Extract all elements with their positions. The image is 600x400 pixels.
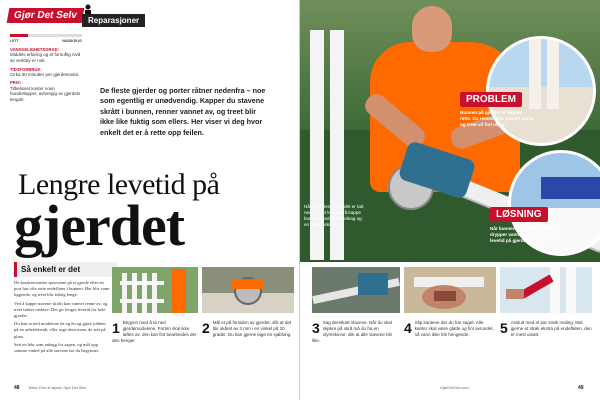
step-4-photo bbox=[404, 267, 496, 313]
problem-caption: Bunnen på gjerdet er kappet rette. Da renner ikke vannet unna, og treet vil fort råtne. bbox=[460, 110, 534, 127]
title-line-1: Lengre levetid på bbox=[18, 168, 220, 201]
step-1-desc: Begynn med å ta ned gjerdemodulene. Porten skal ikke løftes av, den kan fint bearbeides der den henger. bbox=[112, 320, 197, 343]
step-2-text bbox=[202, 320, 294, 338]
solution-label: LØSNING bbox=[490, 207, 548, 222]
body-paragraph: Ved å kappe stavene skrått kan vannet renne av, og treet tørker raskere. Det gir lengre levetid for hele gjerdet. bbox=[14, 300, 108, 318]
info-box bbox=[10, 44, 82, 126]
step-2-number: 2 bbox=[202, 320, 210, 336]
step-3 bbox=[312, 267, 400, 387]
step-4-number: 4 bbox=[404, 320, 412, 336]
photo-caption: Når modulene i gjerdet er tatt ned, er det lett å skrå kappe bunnen med en sirkelsag og en føringsskinne. bbox=[304, 204, 364, 227]
brand-logo: Gjør Det Selv bbox=[7, 8, 84, 23]
step-3-number: 3 bbox=[312, 320, 320, 336]
title-line-2: gjerdet bbox=[14, 193, 185, 258]
step-5-number: 5 bbox=[500, 320, 508, 336]
step-2 bbox=[202, 267, 294, 387]
footer-credit-right: GjørDetSelv.com bbox=[440, 386, 469, 390]
time-heading: TIDSFORBRUK: bbox=[10, 66, 42, 72]
body-text bbox=[14, 280, 110, 356]
step-1-photo bbox=[112, 267, 198, 313]
step-1-number: 1 bbox=[112, 320, 120, 336]
intro-text: De fleste gjerder og porter råtner nedenfra – noe som egentlig er unødvendig. Kapper du stavene skrått i bunnen, renner vannet av, og treet blir ikke like fuktig som ellers. Her viser vi deg hvor enkelt det er å rette opp feilen. bbox=[100, 86, 266, 137]
problem-label: PROBLEM bbox=[460, 92, 522, 107]
body-paragraph: Sett en lekt som anlegg for sagen, og mål opp samme vinkel på alle stavene før du begynner. bbox=[14, 341, 100, 353]
step-5-photo bbox=[500, 267, 592, 313]
problem-inset-photo bbox=[486, 36, 596, 146]
step-5-desc: Avslutt med et par strøk maling. Mal gjerne et strøk ekstra på endeflaten, den er mest utsatt. bbox=[510, 320, 592, 337]
difficulty-scale bbox=[10, 34, 82, 37]
step-1-text bbox=[112, 320, 198, 343]
section-tag: Reparasjoner bbox=[82, 14, 145, 27]
footer-credit-left: Tekst: Foto & layout: Gjør Det Selv bbox=[28, 386, 87, 390]
scale-right-label: VANSKELIG bbox=[61, 39, 82, 43]
body-paragraph: De karakteristiske sprossene på et gjerde eller en port har ofte rette endeflater i bunnen. Her blir vann liggende, og treet blir fuktig lenge. bbox=[14, 280, 110, 298]
price-text: Tilbehøret koster noen hundrelapper, avhengig av gjerdets lengde. bbox=[10, 85, 81, 102]
price-heading: PRIS: bbox=[10, 80, 22, 86]
blue-board bbox=[541, 177, 600, 199]
right-page bbox=[300, 0, 600, 400]
page-number-right: 49 bbox=[578, 385, 584, 391]
step-3-text bbox=[312, 320, 400, 343]
step-2-desc: Mål et på forsiden av gjerdet, slik at det blir skåret av 3 mm i en vinkel på 20 grader. Du kan gjerne lage en sjablong. bbox=[212, 320, 292, 337]
step-4 bbox=[404, 267, 496, 387]
page-number-left: 48 bbox=[14, 385, 20, 391]
step-2-photo bbox=[202, 267, 294, 313]
step-4-text bbox=[404, 320, 496, 338]
time-text: Cirka 30 minutter per gjerdemodul. bbox=[10, 71, 80, 77]
solution-caption: Når bunnen er skåret på skrå, drypper vannet av. Det gir lengre levetid på gjerdet. bbox=[490, 226, 562, 243]
step-4-desc: Slip kantene der du har saget. Alle kanter skal være glatte og fint avrundet, så vann ikke blir hengende. bbox=[414, 320, 494, 337]
step-3-desc: Sag deretkatt stavene. Når du skal skjære på skrå må du ha en styreskinne, slik at alle stavene blir like. bbox=[312, 320, 393, 343]
body-paragraph: Du kan ta ned modulene én og én og gjøre jobben på en arbeidsbenk, eller sage dem mens de står på plass. bbox=[14, 321, 106, 339]
difficulty-text: Middels erfaring og et fornuftig nivå av verktøy er nok. bbox=[10, 52, 81, 63]
step-5-text bbox=[500, 320, 592, 338]
man-head bbox=[412, 6, 452, 52]
step-1 bbox=[112, 267, 198, 387]
step-3-photo bbox=[312, 267, 400, 313]
difficulty-heading: VANSKELIGHETSGRAD: bbox=[10, 47, 60, 52]
step-5 bbox=[500, 267, 592, 387]
scale-labels bbox=[10, 39, 82, 43]
scale-left-label: LETT bbox=[10, 39, 19, 43]
subheading: Så enkelt er det bbox=[14, 262, 117, 277]
